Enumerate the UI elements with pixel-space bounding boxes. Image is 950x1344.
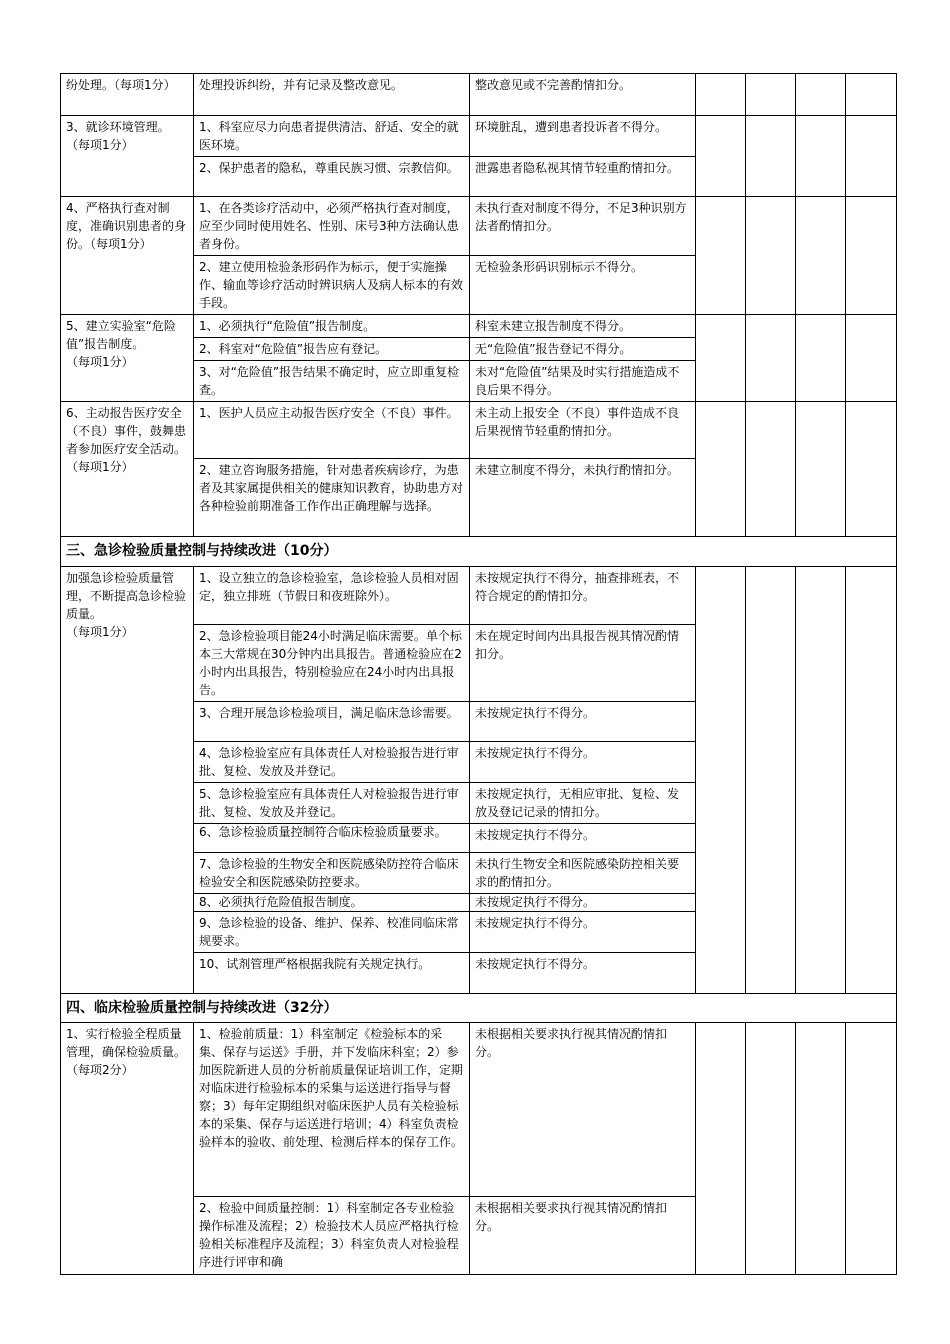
criteria-cell: 2、急诊检验项目能24小时满足临床需要。单个标本三大常规在30分钟内出具报告。普通检验应在2小时内出具报告，特别检验应在24小时内出具报告。: [194, 625, 470, 702]
score-cell: [796, 197, 846, 315]
score-cell: [746, 567, 796, 994]
score-cell: [696, 74, 746, 116]
criteria-cell: 10、试剂管理严格根据我院有关规定执行。: [194, 953, 470, 994]
criteria-cell: 2、保护患者的隐私，尊重民族习惯、宗教信仰。: [194, 157, 470, 197]
deduction-cell: 未建立制度不得分，未执行酌情扣分。: [470, 459, 696, 537]
criteria-cell: 6、急诊检验质量控制符合临床检验质量要求。: [194, 824, 470, 853]
deduction-cell: 未根据相关要求执行视其情况酌情扣分。: [470, 1197, 696, 1275]
score-cell: [796, 567, 846, 994]
score-cell: [796, 116, 846, 197]
criteria-cell: 2、建立咨询服务措施，针对患者疾病诊疗，为患者及其家属提供相关的健康知识教育，协助患方对各种检验前期准备工作作出正确理解与选择。: [194, 459, 470, 537]
score-cell: [696, 116, 746, 197]
score-cell: [796, 74, 846, 116]
scoring-table: [60, 73, 897, 1275]
score-cell: [696, 1023, 746, 1275]
score-cell: [846, 197, 897, 315]
score-cell: [846, 74, 897, 116]
score-cell: [796, 1023, 846, 1275]
deduction-cell: 未对“危险值”结果及时实行措施造成不良后果不得分。: [470, 361, 696, 402]
criteria-cell: 9、急诊检验的设备、维护、保养、校准同临床常规要求。: [194, 912, 470, 953]
score-cell: [846, 315, 897, 402]
score-cell: [846, 402, 897, 537]
section-heading: 三、急诊检验质量控制与持续改进（10分）: [61, 537, 897, 567]
deduction-cell: 未按规定执行不得分，抽查排班表，不符合规定的酌情扣分。: [470, 567, 696, 625]
score-cell: [696, 197, 746, 315]
deduction-cell: 无“危险值”报告登记不得分。: [470, 338, 696, 361]
deduction-cell: 未按规定执行不得分。: [470, 912, 696, 953]
score-cell: [846, 567, 897, 994]
score-cell: [696, 402, 746, 537]
category-cell: 4、严格执行查对制度，准确识别患者的身份。（每项1分）: [61, 197, 194, 315]
score-cell: [796, 402, 846, 537]
score-cell: [846, 116, 897, 197]
deduction-cell: 科室未建立报告制度不得分。: [470, 315, 696, 338]
category-cell: 3、就诊环境管理。 （每项1分）: [61, 116, 194, 197]
score-cell: [746, 197, 796, 315]
deduction-cell: 未在规定时间内出具报告视其情况酌情扣分。: [470, 625, 696, 702]
criteria-cell: 2、检验中间质量控制：1）科室制定各专业检验操作标准及流程；2）检验技术人员应严格执行检验相关标准程序及流程；3）科室负责人对检验程序进行评审和确: [194, 1197, 470, 1275]
criteria-cell: 5、急诊检验室应有具体责任人对检验报告进行审批、复检、发放及并登记。: [194, 783, 470, 824]
score-cell: [796, 315, 846, 402]
deduction-cell: 未按规定执行不得分。: [470, 894, 696, 912]
category-cell: 6、主动报告医疗安全（不良）事件，鼓舞患者参加医疗安全活动。 （每项1分）: [61, 402, 194, 537]
deduction-cell: 未按规定执行不得分。: [470, 824, 696, 853]
criteria-cell: 8、必须执行危险值报告制度。: [194, 894, 470, 912]
criteria-cell: 处理投诉纠纷，并有记录及整改意见。: [194, 74, 470, 116]
deduction-cell: 未根据相关要求执行视其情况酌情扣分。: [470, 1023, 696, 1197]
deduction-cell: 未主动上报安全（不良）事件造成不良后果视情节轻重酌情扣分。: [470, 402, 696, 459]
category-cell: 5、建立实验室“危险值”报告制度。 （每项1分）: [61, 315, 194, 402]
criteria-cell: 1、设立独立的急诊检验室，急诊检验人员相对固定，独立排班（节假日和夜班除外）。: [194, 567, 470, 625]
deduction-cell: 未按规定执行不得分。: [470, 953, 696, 994]
criteria-cell: 1、必须执行“危险值”报告制度。: [194, 315, 470, 338]
deduction-cell: 未按规定执行不得分。: [470, 702, 696, 742]
score-cell: [746, 315, 796, 402]
score-cell: [746, 74, 796, 116]
deduction-cell: 未按规定执行，无相应审批、复检、发放及登记记录的情扣分。: [470, 783, 696, 824]
criteria-cell: 2、建立使用检验条形码作为标示，便于实施操作、输血等诊疗活动时辨识病人及病人标本的有效手段。: [194, 256, 470, 315]
criteria-cell: 1、在各类诊疗活动中，必须严格执行查对制度，应至少同时使用姓名、性别、床号3种方法确认患者身份。: [194, 197, 470, 256]
criteria-cell: 4、急诊检验室应有具体责任人对检验报告进行审批、复检、发放及并登记。: [194, 742, 470, 783]
deduction-cell: 无检验条形码识别标示不得分。: [470, 256, 696, 315]
deduction-cell: 整改意见或不完善酌情扣分。: [470, 74, 696, 116]
score-cell: [696, 315, 746, 402]
criteria-cell: 2、科室对“危险值”报告应有登记。: [194, 338, 470, 361]
criteria-cell: 3、合理开展急诊检验项目，满足临床急诊需要。: [194, 702, 470, 742]
deduction-cell: 环境脏乱，遭到患者投诉者不得分。: [470, 116, 696, 157]
category-cell: 加强急诊检验质量管理，不断提高急诊检验质量。 （每项1分）: [61, 567, 194, 994]
deduction-cell: 未按规定执行不得分。: [470, 742, 696, 783]
criteria-cell: 1、医护人员应主动报告医疗安全（不良）事件。: [194, 402, 470, 459]
deduction-cell: 未执行查对制度不得分，不足3种识别方法者酌情扣分。: [470, 197, 696, 256]
criteria-cell: 1、检验前质量：1）科室制定《检验标本的采集、保存与运送》手册，并下发临床科室；2）参加医院新进人员的分析前质量保证培训工作，定期对临床进行检验标本的采集与运送进行指导与督察；3）每年定期组织对临床医护人员有关检验标本的采集、保存与运送进行培训；4）科室负责检验样本的验收、前处理、检测后样本的保存工作。: [194, 1023, 470, 1197]
category-cell: 纷处理。（每项1分）: [61, 74, 194, 116]
score-cell: [746, 1023, 796, 1275]
category-cell: 1、实行检验全程质量管理，确保检验质量。（每项2分）: [61, 1023, 194, 1275]
criteria-cell: 3、对“危险值”报告结果不确定时，应立即重复检查。: [194, 361, 470, 402]
score-cell: [746, 116, 796, 197]
deduction-cell: 泄露患者隐私视其情节轻重酌情扣分。: [470, 157, 696, 197]
criteria-cell: 7、急诊检验的生物安全和医院感染防控符合临床检验安全和医院感染防控要求。: [194, 853, 470, 894]
score-cell: [846, 1023, 897, 1275]
score-cell: [696, 567, 746, 994]
section-heading: 四、临床检验质量控制与持续改进（32分）: [61, 994, 897, 1023]
deduction-cell: 未执行生物安全和医院感染防控相关要求的酌情扣分。: [470, 853, 696, 894]
criteria-cell: 1、科室应尽力向患者提供清洁、舒适、安全的就医环境。: [194, 116, 470, 157]
score-cell: [746, 402, 796, 537]
